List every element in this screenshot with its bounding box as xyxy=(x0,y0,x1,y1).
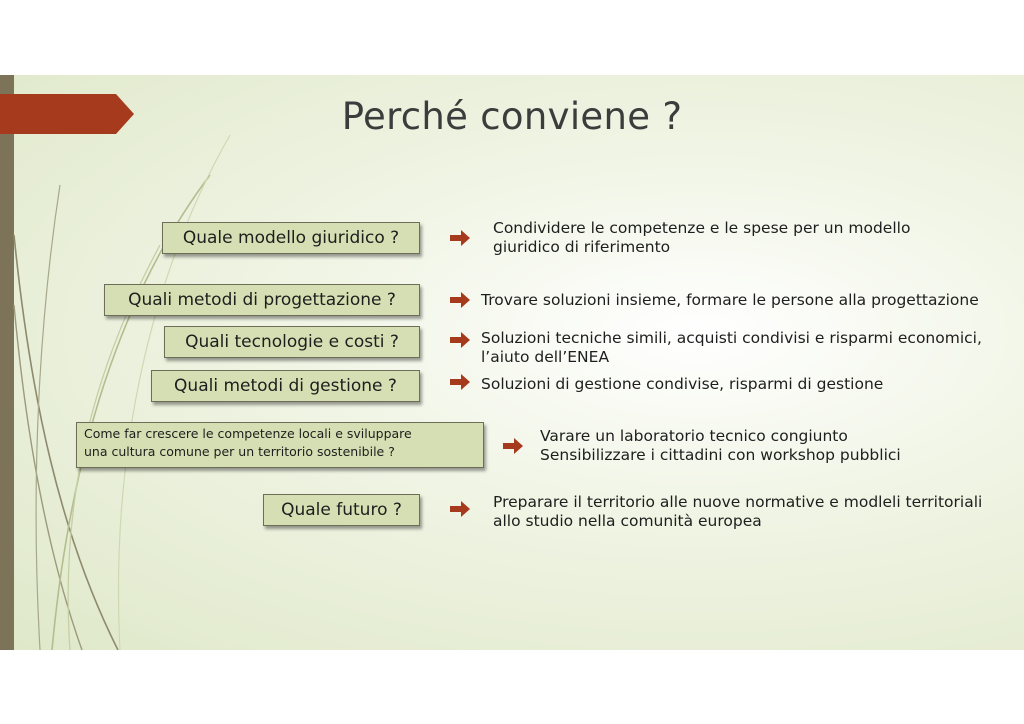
answer-futuro xyxy=(493,493,982,531)
slide-title: Perché conviene ? xyxy=(341,95,683,138)
question-text: Quale futuro ? xyxy=(281,500,402,520)
question-box-metodi-progettazione xyxy=(104,284,420,316)
answer-metodi-gestione xyxy=(481,375,883,394)
answer-line: Varare un laboratorio tecnico congiunto xyxy=(540,427,848,445)
arrow-right-icon xyxy=(450,230,470,246)
answer-competenze-locali xyxy=(540,427,901,465)
question-box-modello-giuridico xyxy=(162,222,420,254)
answer-line: Preparare il territorio alle nuove normative e modleli territoriali xyxy=(493,493,983,511)
question-box-metodi-gestione xyxy=(151,370,420,402)
question-text: Quale modello giuridico ? xyxy=(182,228,400,248)
arrow-right-icon xyxy=(450,292,470,308)
question-text: Quali tecnologie e costi ? xyxy=(185,332,399,352)
decorative-curves xyxy=(0,75,260,650)
answer-modello-giuridico xyxy=(493,219,910,257)
answer-line: Soluzioni tecniche simili, acquisti condivisi e risparmi economici, xyxy=(481,329,982,347)
question-text-line: una cultura comune per un territorio sostenibile ? xyxy=(84,444,395,459)
question-text-line: Come far crescere le competenze locali e sviluppare xyxy=(84,426,412,441)
slide xyxy=(0,75,1024,650)
arrow-right-icon xyxy=(450,501,470,517)
answer-line: Sensibilizzare i cittadini con workshop pubblici xyxy=(540,446,901,464)
arrow-right-icon xyxy=(450,374,470,390)
question-box-futuro xyxy=(263,494,420,526)
answer-tecnologie-costi xyxy=(481,329,982,367)
arrow-right-icon xyxy=(503,438,523,454)
answer-line: Soluzioni di gestione condivise, risparmi di gestione xyxy=(481,375,884,393)
question-text: Quali metodi di gestione ? xyxy=(174,376,397,396)
answer-line: Trovare soluzioni insieme, formare le persone alla progettazione xyxy=(481,291,979,309)
answer-line: allo studio nella comunità europea xyxy=(493,512,762,530)
question-box-competenze-locali xyxy=(76,422,484,468)
question-text: Quali metodi di progettazione ? xyxy=(128,290,396,310)
arrow-right-icon xyxy=(450,332,470,348)
question-box-tecnologie-costi xyxy=(164,326,420,358)
answer-line: giuridico di riferimento xyxy=(493,238,671,256)
answer-line: l’aiuto dell’ENEA xyxy=(481,348,610,366)
answer-metodi-progettazione xyxy=(481,291,979,310)
answer-line: Condividere le competenze e le spese per un modello xyxy=(493,219,911,237)
